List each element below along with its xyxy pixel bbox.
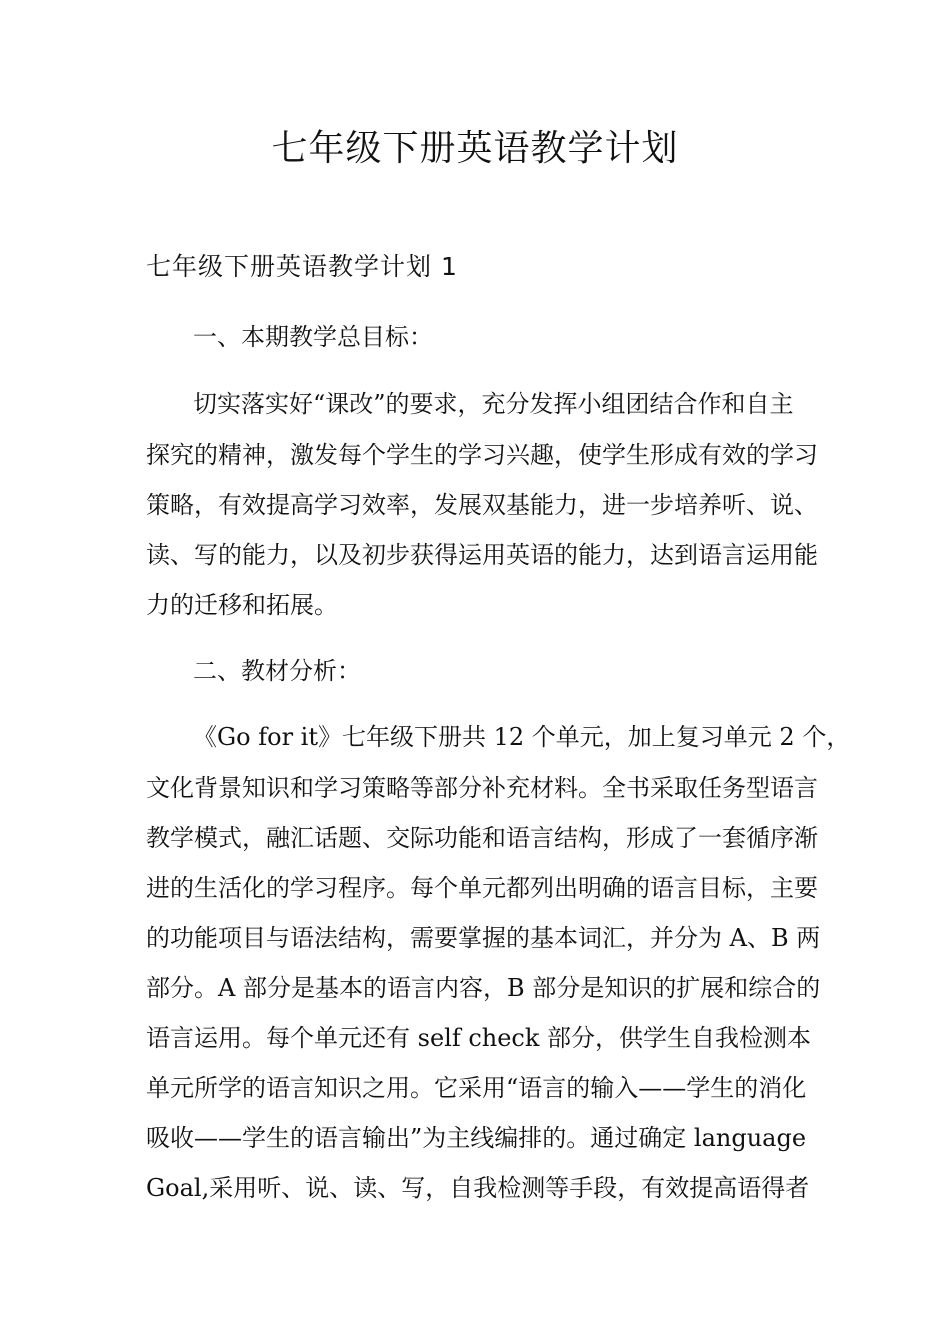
paragraph-2-line-1: 《Go for it》七年级下册共 12 个单元，加上复习单元 2 个， [193, 723, 851, 751]
paragraph-2-line-4: 进的生活化的学习程序。每个单元都列出明确的语言目标，主要 [146, 874, 818, 902]
paragraph-1-line-4: 读、写的能力，以及初步获得运用英语的能力，达到语言运用能 [146, 541, 818, 569]
paragraph-1-line-3: 策略，有效提高学习效率，发展双基能力，进一步培养听、说、 [146, 491, 818, 519]
heading-textbook-analysis: 二、教材分析： [193, 657, 361, 685]
paragraph-2-line-9: 吸收——学生的语言输出”为主线编排的。通过确定 language [146, 1124, 807, 1152]
paragraph-2-line-7: 语言运用。每个单元还有 self check 部分，供学生自我检测本 [146, 1024, 812, 1052]
paragraph-2-line-10: Goal,采用听、说、读、写，自我检测等手段，有效提高语得者 [146, 1174, 810, 1202]
paragraph-1-line-1: 切实落实好“课改”的要求，充分发挥小组团结合作和自主 [193, 390, 794, 418]
paragraph-2-line-2: 文化背景知识和学习策略等部分补充材料。全书采取任务型语言 [146, 774, 818, 802]
heading-teaching-goals: 一、本期教学总目标： [193, 323, 433, 351]
paragraph-2-line-5: 的功能项目与语法结构，需要掌握的基本词汇，并分为 A、B 两 [146, 924, 821, 952]
paragraph-2-line-6: 部分。A 部分是基本的语言内容，B 部分是知识的扩展和综合的 [146, 974, 821, 1002]
paragraph-1-line-5: 力的迁移和拓展。 [146, 591, 338, 619]
document-title: 七年级下册英语教学计划 [271, 128, 679, 169]
paragraph-2-line-3: 教学模式，融汇话题、交际功能和语言结构，形成了一套循序渐 [146, 824, 818, 852]
paragraph-1-line-2: 探究的精神，激发每个学生的学习兴趣，使学生形成有效的学习 [146, 441, 818, 469]
paragraph-2-line-8: 单元所学的语言知识之用。它采用“语言的输入——学生的消化 [146, 1074, 807, 1102]
section-heading: 七年级下册英语教学计划 1 [146, 252, 458, 281]
